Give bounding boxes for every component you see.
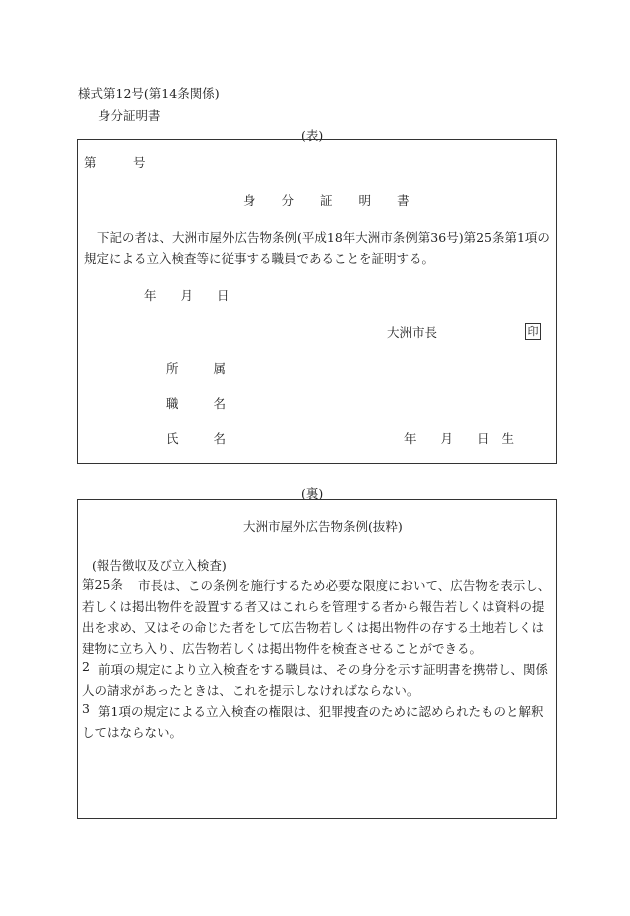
item-2-text: 前項の規定により立入検査をする職員は、その身分を示す証明書を携帯し、関係人の請求があったときは、これを提示しなければならない。 xyxy=(82,662,549,698)
front-title xyxy=(243,191,410,209)
article-number: 第25条 xyxy=(82,577,123,592)
issuer-name: 大洲市長 xyxy=(387,325,438,340)
field-affiliation: 所 属 xyxy=(166,361,227,376)
date-year-label: 年 xyxy=(144,288,157,303)
back-label: (裏) xyxy=(301,486,324,501)
back-panel xyxy=(77,499,557,819)
front-body-text: 下記の者は、大洲市屋外広告物条例(平成18年大洲市条例第36号)第25条第1項の規定による立入検査等に従事する職員であることを証明する。 xyxy=(84,230,550,266)
number-dai: 第 xyxy=(84,155,97,170)
item-3-text: 第1項の規定による立入検査の権限は、犯罪捜査のために認められたものと解釈してはならない。 xyxy=(82,704,544,740)
date-day-label: 日 xyxy=(217,288,230,303)
item-2-number: 2 xyxy=(82,659,90,674)
article-text: 市長は、この条例を施行するため必要な限度において、広告物を表示し、若しくは掲出物件を設置する者又はこれらを管理する者から報告若しくは資料の提出を求め、又はその命じた者をして広告物若しくは掲出物件の存する土地若しくは建物に立ち入り、広告物若しくは掲出物件を検査させることができる。 xyxy=(82,578,551,656)
article-heading: (報告徴収及び立入検査) xyxy=(92,558,227,573)
issue-date xyxy=(144,286,230,304)
front-label: (表) xyxy=(301,128,324,143)
birth-date: 年 月 日 生 xyxy=(404,431,515,446)
form-subtitle: 身分証明書 xyxy=(98,108,161,123)
seal-mark: 印 xyxy=(525,323,541,340)
front-title-char: 分 xyxy=(281,193,295,208)
field-position: 職 名 xyxy=(166,396,227,411)
front-panel xyxy=(77,139,557,464)
number-go: 号 xyxy=(133,155,146,170)
form-number: 様式第12号(第14条関係) xyxy=(78,86,220,101)
front-title-char: 証 xyxy=(320,193,333,208)
front-title-char: 身 xyxy=(243,193,256,208)
front-title-char: 明 xyxy=(358,193,372,208)
front-title-char: 書 xyxy=(397,193,410,208)
item-3-number: 3 xyxy=(82,701,90,716)
date-month-label: 月 xyxy=(180,288,194,303)
back-title: 大洲市屋外広告物条例(抜粋) xyxy=(243,519,403,534)
field-name: 氏 名 xyxy=(166,431,227,446)
